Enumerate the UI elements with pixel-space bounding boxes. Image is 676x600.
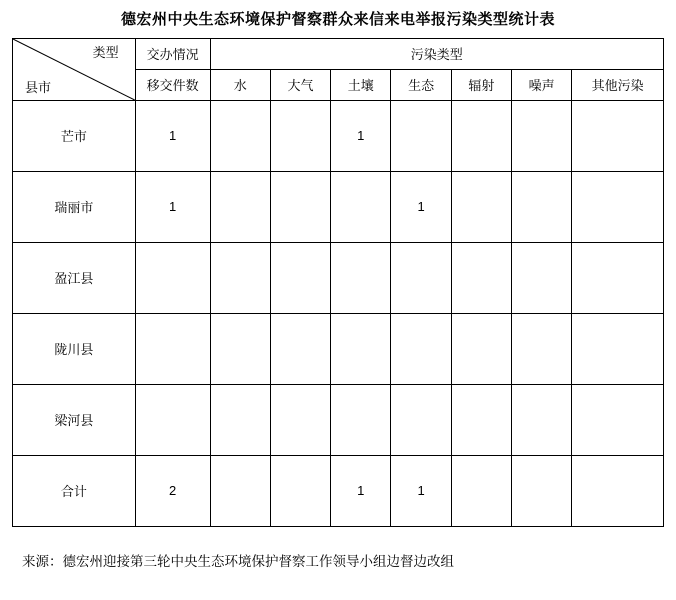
cell-transferred-count: 1	[135, 100, 210, 171]
cell-water	[210, 384, 270, 455]
cell-radiation	[451, 313, 511, 384]
cell-soil	[331, 242, 391, 313]
cell-air	[270, 242, 330, 313]
cell-soil: 1	[331, 455, 391, 526]
row-label: 芒市	[13, 100, 136, 171]
header-water: 水	[210, 69, 270, 100]
cell-other-pollution	[572, 242, 664, 313]
cell-ecology	[391, 384, 451, 455]
pollution-statistics-table	[12, 38, 664, 527]
cell-noise	[512, 384, 572, 455]
header-air: 大气	[270, 69, 330, 100]
header-other-pollution: 其他污染	[572, 69, 664, 100]
cell-other-pollution	[572, 384, 664, 455]
table-row	[13, 171, 664, 242]
table-container	[0, 38, 676, 527]
cell-radiation	[451, 171, 511, 242]
cell-noise	[512, 100, 572, 171]
cell-water	[210, 171, 270, 242]
cell-radiation	[451, 455, 511, 526]
cell-soil	[331, 313, 391, 384]
page-title: 德宏州中央生态环境保护督察群众来信来电举报污染类型统计表	[120, 11, 555, 28]
header-noise: 噪声	[512, 69, 572, 100]
cell-air	[270, 171, 330, 242]
header-handling-group: 交办情况	[135, 38, 210, 69]
corner-county-label: 县市	[25, 79, 52, 95]
cell-noise	[512, 455, 572, 526]
cell-ecology: 1	[391, 171, 451, 242]
header-radiation: 辐射	[451, 69, 511, 100]
cell-air	[270, 384, 330, 455]
cell-transferred-count	[135, 384, 210, 455]
cell-transferred-count: 1	[135, 171, 210, 242]
header-pollution-group: 污染类型	[210, 38, 663, 69]
table-row	[13, 100, 664, 171]
cell-other-pollution	[572, 171, 664, 242]
cell-soil: 1	[331, 100, 391, 171]
header-ecology: 生态	[391, 69, 451, 100]
cell-other-pollution	[572, 100, 664, 171]
cell-ecology	[391, 313, 451, 384]
cell-water	[210, 455, 270, 526]
cell-transferred-count	[135, 242, 210, 313]
row-label: 陇川县	[13, 313, 136, 384]
table-row-total	[13, 455, 664, 526]
header-transferred-count: 移交件数	[135, 69, 210, 100]
row-label: 瑞丽市	[13, 171, 136, 242]
cell-noise	[512, 242, 572, 313]
row-label: 盈江县	[13, 242, 136, 313]
cell-other-pollution	[572, 313, 664, 384]
cell-air	[270, 455, 330, 526]
cell-air	[270, 313, 330, 384]
cell-ecology	[391, 242, 451, 313]
header-soil: 土壤	[331, 69, 391, 100]
cell-water	[210, 313, 270, 384]
table-row	[13, 384, 664, 455]
cell-ecology: 1	[391, 455, 451, 526]
cell-radiation	[451, 384, 511, 455]
cell-ecology	[391, 100, 451, 171]
table-row	[13, 313, 664, 384]
cell-noise	[512, 313, 572, 384]
cell-air	[270, 100, 330, 171]
cell-radiation	[451, 100, 511, 171]
corner-header-cell	[13, 38, 136, 100]
cell-transferred-count: 2	[135, 455, 210, 526]
table-header-row-groups	[13, 38, 664, 69]
corner-type-label: 类型	[92, 44, 119, 60]
row-label: 合计	[13, 455, 136, 526]
cell-noise	[512, 171, 572, 242]
row-label: 梁河县	[13, 384, 136, 455]
cell-water	[210, 242, 270, 313]
cell-water	[210, 100, 270, 171]
source-note: 来源：德宏州迎接第三轮中央生态环境保护督察工作领导小组边督边改组	[22, 554, 454, 570]
cell-transferred-count	[135, 313, 210, 384]
cell-radiation	[451, 242, 511, 313]
table-row	[13, 242, 664, 313]
cell-other-pollution	[572, 455, 664, 526]
cell-soil	[331, 384, 391, 455]
cell-soil	[331, 171, 391, 242]
